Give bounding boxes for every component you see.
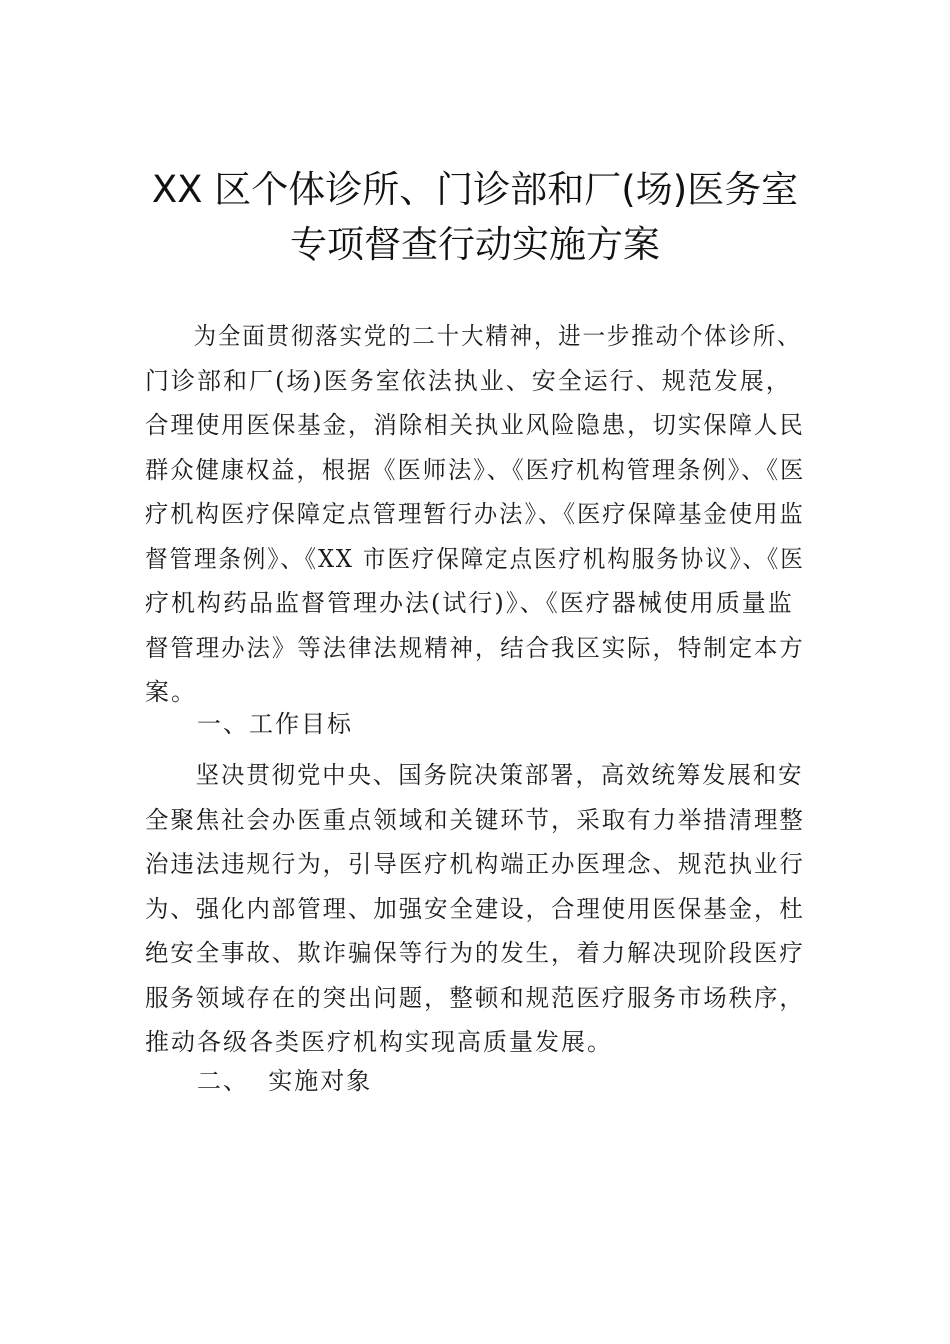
- title-line-2: 专项督查行动实施方案: [290, 223, 660, 266]
- section1-line: 全聚焦社会办医重点领域和关键环节，采取有力举措清理整: [145, 805, 805, 834]
- section-heading-2: 二、 实施对象: [197, 1067, 373, 1095]
- intro-line: 督管理条例》、《XX 市医疗保障定点医疗机构服务协议》、《医: [145, 544, 805, 573]
- intro-line: 合理使用医保基金，消除相关执业风险隐患，切实保障人民: [145, 411, 805, 439]
- document-title: [100, 162, 850, 272]
- section1-paragraph: [145, 753, 805, 1065]
- title-line-1: XX 区个体诊所、门诊部和厂(场)医务室: [151, 168, 799, 211]
- intro-line: 门诊部和厂(场)医务室依法执业、安全运行、规范发展，: [145, 366, 792, 395]
- section1-line: 服务领域存在的突出问题，整顿和规范医疗服务市场秩序，: [145, 983, 805, 1012]
- section-heading-1: 一、工作目标: [197, 710, 353, 738]
- intro-line: 疗机构药品监督管理办法(试行)》、《医疗器械使用质量监: [145, 589, 794, 617]
- section1-line: 治违法违规行为，引导医疗机构端正办医理念、规范执业行: [145, 850, 805, 878]
- intro-line: 为全面贯彻落实党的二十大精神，进一步推动个体诊所、: [193, 322, 802, 350]
- intro-line: 疗机构医疗保障定点管理暂行办法》、《医疗保障基金使用监: [145, 500, 805, 528]
- intro-paragraph: [145, 314, 805, 715]
- intro-line: 督管理办法》等法律法规精神，结合我区实际，特制定本方: [145, 633, 805, 662]
- section1-line: 推动各级各类医疗机构实现高质量发展。: [145, 1028, 613, 1056]
- section1-line: 坚决贯彻党中央、国务院决策部署，高效统筹发展和安: [195, 761, 804, 789]
- section1-line: 为、强化内部管理、加强安全建设，合理使用医保基金，杜: [145, 894, 805, 923]
- intro-line: 群众健康权益，根据《医师法》、《医疗机构管理条例》、《医: [145, 455, 806, 484]
- section1-line: 绝安全事故、欺诈骗保等行为的发生，着力解决现阶段医疗: [145, 939, 805, 967]
- intro-line: 案。: [145, 678, 197, 706]
